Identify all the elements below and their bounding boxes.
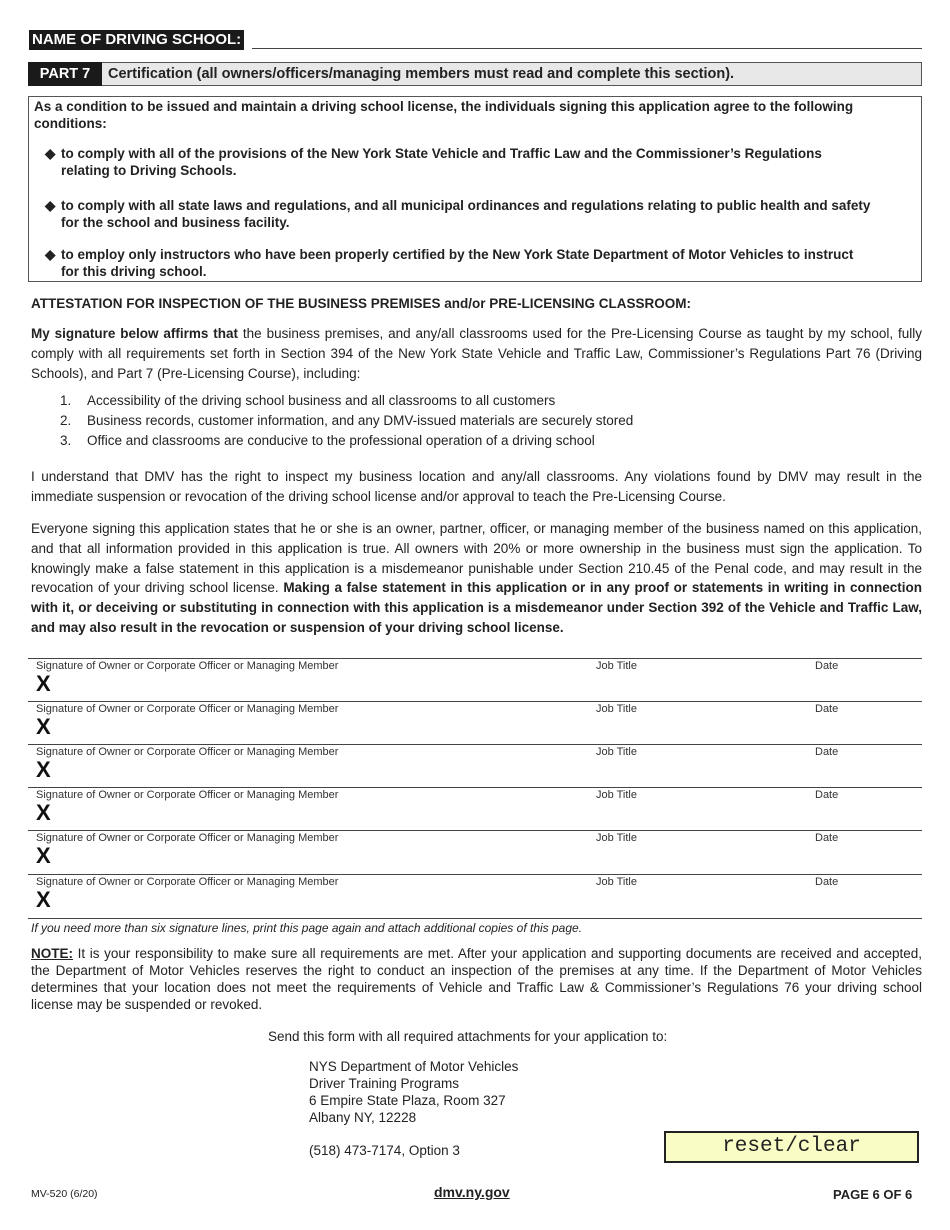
signature-row-rule xyxy=(28,701,922,702)
address-line: NYS Department of Motor Vehicles xyxy=(309,1059,519,1074)
job-title-label: Job Title xyxy=(596,876,637,888)
signature-field[interactable]: X xyxy=(36,714,51,739)
part-title: Certification (all owners/officers/managing members must read and complete this section). xyxy=(108,66,735,82)
job-title-label: Job Title xyxy=(596,746,637,758)
signature-field[interactable]: X xyxy=(36,887,51,912)
date-label: Date xyxy=(815,703,839,715)
date-label: Date xyxy=(815,876,839,888)
reset-clear-button[interactable]: reset/clear xyxy=(664,1131,919,1163)
inspection-paragraph: I understand that DMV has the right to inspect my business location and any/all classrooms. Any violations found by DMV may result in the immediate suspension or revocation of the driving school license and/or approval to teach the Pre-Licensing Course. xyxy=(31,469,922,504)
attestation-paragraph: My signature below affirms that the business premises, and any/all classrooms used for the Pre-Licensing Course as taught by my school, fully comply with all requirements set forth in Section 394 of the New York State Vehicle and Traffic Law, Commissioner’s Regulations Part 76 (Driving Schools), and Part 7 (Pre-Licensing Course), including: xyxy=(31,326,922,381)
diamond-bullet-icon: ◆ xyxy=(45,198,56,213)
note-label: NOTE: xyxy=(31,946,73,961)
conditions-intro: As a condition to be issued and maintain a driving school license, the individuals signing this application agree to the following conditions: xyxy=(34,99,854,131)
signature-field[interactable]: X xyxy=(36,671,51,696)
job-title-label: Job Title xyxy=(596,660,637,672)
signature-row-rule xyxy=(28,787,922,788)
signature-count-note: If you need more than six signature lines, print this page again and attach additional copies of this page. xyxy=(31,921,583,935)
signature-field[interactable]: X xyxy=(36,843,51,868)
address-line: 6 Empire State Plaza, Room 327 xyxy=(309,1093,506,1108)
job-title-label: Job Title xyxy=(596,832,637,844)
date-label: Date xyxy=(815,746,839,758)
mailing-instruction: Send this form with all required attachments for your application to: xyxy=(268,1029,668,1044)
signature-label: Signature of Owner or Corporate Officer or Managing Member xyxy=(36,746,339,758)
signature-label: Signature of Owner or Corporate Officer or Managing Member xyxy=(36,832,339,844)
part-tag: PART 7 xyxy=(28,62,102,86)
signature-field[interactable]: X xyxy=(36,800,51,825)
signature-label: Signature of Owner or Corporate Officer or Managing Member xyxy=(36,703,339,715)
signature-label: Signature of Owner or Corporate Officer or Managing Member xyxy=(36,660,339,672)
attestation-heading: ATTESTATION FOR INSPECTION OF THE BUSINESS PREMISES and/or PRE-LICENSING CLASSROOM: xyxy=(31,296,692,311)
date-label: Date xyxy=(815,832,839,844)
false-statement-paragraph: Everyone signing this application states that he or she is an owner, partner, officer, or managing member of the business named on this application, and that all information provided in this application is true. All owners with 20% or more ownership in the business must sign the application. To knowingly make a false statement in this application is a misdemeanor punishable under Section 210.45 of the Penal code, and may result in the revocation of your driving school license. Making a false statement in this application or in any proof or statements in writing in connection with it, or deceiving or substituting in connection with this application is a misdemeanor under Section 392 of the Vehicle and Traffic Law, and may also result in the revocation or suspension of your driving school license. xyxy=(31,521,922,635)
date-label: Date xyxy=(815,660,839,672)
job-title-label: Job Title xyxy=(596,703,637,715)
website-link[interactable]: dmv.ny.gov xyxy=(434,1184,510,1200)
signature-row-rule xyxy=(28,658,922,659)
signature-label: Signature of Owner or Corporate Officer or Managing Member xyxy=(36,876,339,888)
signature-row-rule xyxy=(28,830,922,831)
note-paragraph: NOTE: It is your responsibility to make sure all requirements are met. After your application and supporting documents are received and accepted, the Department of Motor Vehicles reserves the right to conduct an inspection of the premises at any time. If the Department of Motor Vehicles determines that your location does not meet the requirements of Vehicle and Traffic Law & Commissioner’s Regulations 76 your driving school license may be suspended or revoked. xyxy=(31,946,922,1012)
diamond-bullet-icon: ◆ xyxy=(45,247,56,262)
phone-number: (518) 473-7174, Option 3 xyxy=(309,1143,460,1158)
diamond-bullet-icon: ◆ xyxy=(45,146,56,161)
school-name-label: NAME OF DRIVING SCHOOL: xyxy=(29,30,244,50)
address-line: Driver Training Programs xyxy=(309,1076,460,1091)
address-line: Albany NY, 12228 xyxy=(309,1110,417,1125)
job-title-label: Job Title xyxy=(596,789,637,801)
signature-row-rule xyxy=(28,744,922,745)
form-id: MV-520 (6/20) xyxy=(31,1188,98,1200)
date-label: Date xyxy=(815,789,839,801)
signature-field[interactable]: X xyxy=(36,757,51,782)
signature-row-rule xyxy=(28,874,922,875)
signature-label: Signature of Owner or Corporate Officer or Managing Member xyxy=(36,789,339,801)
school-name-field[interactable] xyxy=(252,48,922,49)
signature-bottom-rule xyxy=(28,918,922,919)
page-number: PAGE 6 OF 6 xyxy=(833,1187,913,1202)
